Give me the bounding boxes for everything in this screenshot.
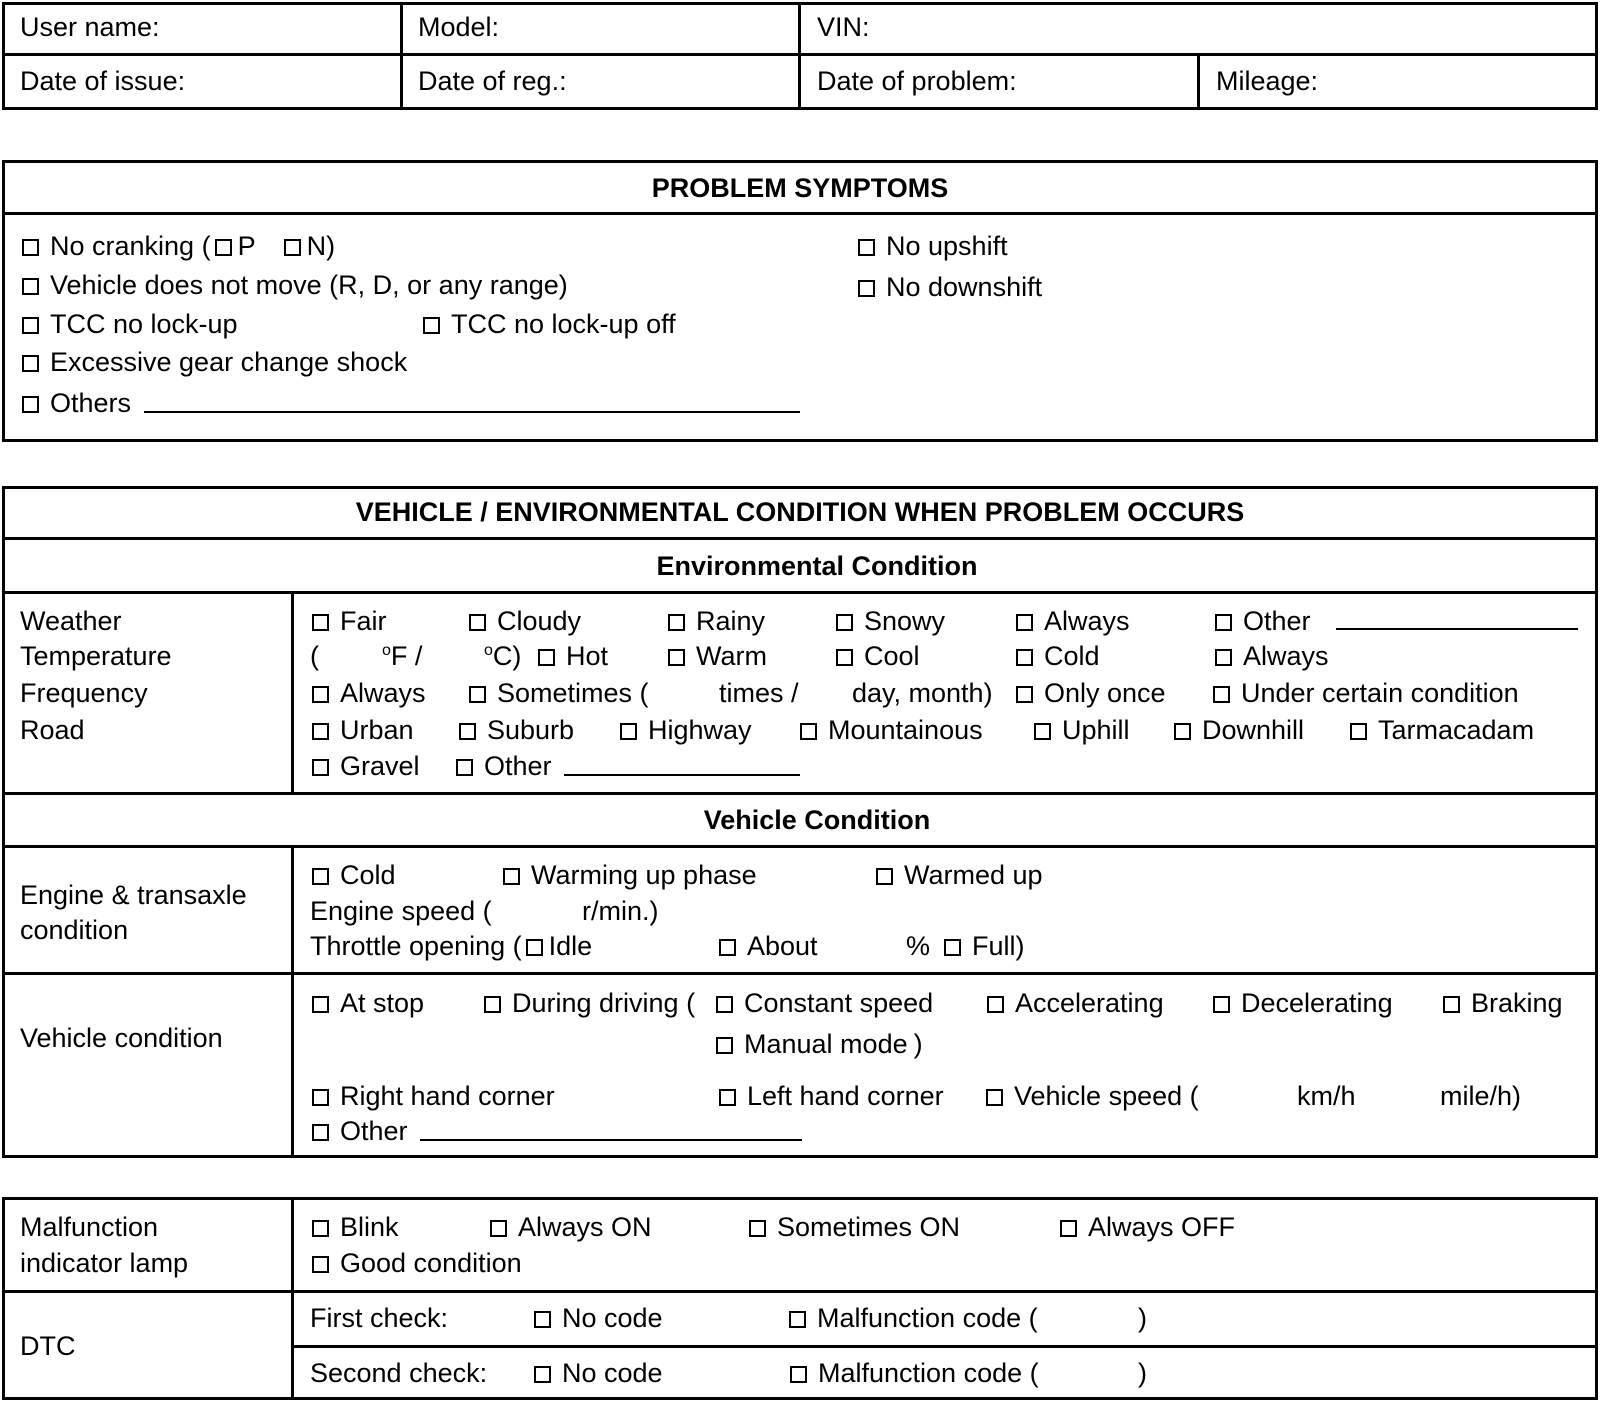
during-driving-label: During driving ( — [512, 988, 696, 1018]
vehicle-condition-title: Vehicle Condition — [703, 805, 931, 835]
weather-always — [1016, 608, 1130, 635]
throttle-full — [944, 933, 1025, 960]
close-paren: ) — [913, 1029, 923, 1059]
divider — [2, 972, 1598, 975]
freq-day-month: day, month) — [852, 678, 993, 708]
f-label: F / — [390, 641, 423, 671]
checkbox[interactable] — [215, 239, 232, 256]
cold-label: Cold — [340, 860, 396, 890]
throttle-about — [719, 933, 818, 960]
road-urban — [312, 717, 414, 744]
checkbox[interactable] — [986, 1089, 1003, 1106]
p-label: P — [237, 231, 256, 261]
temp-cold — [1016, 643, 1100, 670]
checkbox[interactable] — [620, 723, 637, 740]
checkbox[interactable] — [22, 278, 39, 295]
hot-label: Hot — [566, 641, 609, 671]
tcc-no-lockup-off-label: TCC no lock-up off — [451, 309, 676, 339]
vehicle-during-driving — [484, 990, 695, 1017]
divider — [291, 845, 294, 1158]
dtc-label: DTC — [20, 1331, 76, 1361]
weather-fair — [312, 608, 387, 635]
checkbox[interactable] — [534, 1311, 551, 1328]
engine-cold — [312, 862, 396, 889]
vehicle-condition-label: Vehicle condition — [20, 1023, 223, 1053]
malfunction-code-label: Malfunction code ( — [818, 1358, 1039, 1388]
checkbox[interactable] — [312, 868, 329, 885]
checkbox[interactable] — [719, 1089, 736, 1106]
vehicle-accelerating — [987, 990, 1164, 1017]
mil-always-off — [1060, 1214, 1235, 1241]
full-label: Full) — [972, 931, 1025, 961]
vehicle-manual — [716, 1031, 923, 1058]
sometimes-on-label: Sometimes ON — [777, 1212, 961, 1242]
dtc-first-malfunction — [789, 1305, 1038, 1332]
fair-label: Fair — [340, 606, 387, 636]
checkbox[interactable] — [312, 686, 329, 703]
constant-speed-label: Constant speed — [744, 988, 934, 1018]
checkbox[interactable] — [312, 1220, 329, 1237]
checkbox[interactable] — [1215, 649, 1232, 666]
n-label: N) — [306, 231, 336, 261]
symptom-no-upshift — [858, 233, 1008, 260]
braking-label: Braking — [1471, 988, 1563, 1018]
warm-label: Warm — [696, 641, 767, 671]
checkbox[interactable] — [312, 996, 329, 1013]
checkbox[interactable] — [484, 996, 501, 1013]
checkbox[interactable] — [538, 649, 555, 666]
mil-blink — [312, 1214, 399, 1241]
date-of-issue-label: Date of issue: — [20, 66, 186, 96]
divider — [291, 591, 294, 793]
condition-title: VEHICLE / ENVIRONMENTAL CONDITION WHEN PROBLEM OCCURS — [355, 497, 1245, 527]
engine-rpm-label: r/min.) — [582, 896, 659, 926]
checkbox[interactable] — [312, 614, 329, 631]
highway-label: Highway — [648, 715, 752, 745]
only-once-label: Only once — [1044, 678, 1166, 708]
about-label: About — [747, 931, 818, 961]
engine-label-line1: Engine & transaxle — [20, 880, 247, 910]
degree-symbol: o — [382, 642, 391, 659]
always-off-label: Always OFF — [1088, 1212, 1236, 1242]
road-mountainous — [800, 717, 983, 744]
under-condition-label: Under certain condition — [1241, 678, 1519, 708]
checkbox[interactable] — [22, 355, 39, 372]
accelerating-label: Accelerating — [1015, 988, 1164, 1018]
good-condition-label: Good condition — [340, 1248, 522, 1278]
other-label: Other — [340, 1116, 408, 1146]
vehicle-not-move-label: Vehicle does not move (R, D, or any range) — [50, 270, 568, 300]
mountainous-label: Mountainous — [828, 715, 983, 745]
mil-sometimes-on — [749, 1214, 960, 1241]
mil-always-on — [490, 1214, 652, 1241]
throttle-opening-label: Throttle opening ( — [310, 931, 522, 961]
checkbox[interactable] — [836, 614, 853, 631]
checkbox[interactable] — [312, 1256, 329, 1273]
symptom-excessive-shock — [22, 349, 407, 376]
other-label: Other — [1243, 606, 1311, 636]
checkbox[interactable] — [1213, 686, 1230, 703]
checkbox[interactable] — [490, 1220, 507, 1237]
checkbox[interactable] — [858, 280, 875, 297]
temp-open-paren: ( — [310, 641, 319, 671]
dtc-first-check: First check: — [310, 1303, 449, 1333]
mil-good — [312, 1250, 522, 1277]
vehicle-kmh: km/h — [1297, 1081, 1356, 1111]
temperature-label: Temperature — [20, 641, 172, 671]
others-label: Others — [50, 388, 132, 418]
right-corner-label: Right hand corner — [340, 1081, 555, 1111]
freq-under-condition — [1213, 680, 1519, 707]
checkbox[interactable] — [668, 614, 685, 631]
checkbox[interactable] — [749, 1220, 766, 1237]
dtc-second-check: Second check: — [310, 1358, 488, 1388]
engine-label-line2: condition — [20, 915, 129, 945]
dtc-first-close: ) — [1138, 1303, 1147, 1333]
road-downhill — [1174, 717, 1304, 744]
tcc-no-lockup-label: TCC no lock-up — [50, 309, 238, 339]
temp-cool — [836, 643, 920, 670]
at-stop-label: At stop — [340, 988, 425, 1018]
checkbox[interactable] — [1034, 723, 1051, 740]
always-label: Always — [1044, 606, 1130, 636]
checkbox[interactable] — [668, 649, 685, 666]
temp-always — [1215, 643, 1329, 670]
cold-label: Cold — [1044, 641, 1100, 671]
vehicle-right-corner — [312, 1083, 555, 1110]
vehicle-constant — [716, 990, 933, 1017]
mil-label-line1: Malfunction — [20, 1212, 159, 1242]
road-highway — [620, 717, 752, 744]
weather-label: Weather — [20, 606, 122, 636]
weather-other — [1215, 608, 1311, 635]
snowy-label: Snowy — [864, 606, 946, 636]
checkbox[interactable] — [22, 396, 39, 413]
always-label: Always — [1243, 641, 1329, 671]
vehicle-left-corner — [719, 1083, 944, 1110]
checkbox[interactable] — [312, 1124, 329, 1141]
divider — [400, 2, 403, 110]
checkbox[interactable] — [1215, 614, 1232, 631]
checkbox[interactable] — [503, 868, 520, 885]
freq-always — [312, 680, 426, 707]
vehicle-braking — [1443, 990, 1563, 1017]
checkbox[interactable] — [1213, 996, 1230, 1013]
tarmacadam-label: Tarmacadam — [1378, 715, 1535, 745]
dtc-second-no-code — [534, 1360, 663, 1387]
symptom-others — [22, 390, 131, 417]
road-uphill — [1034, 717, 1130, 744]
mileage-label: Mileage: — [1216, 66, 1319, 96]
road-other — [456, 753, 552, 780]
mil-label-line2: indicator lamp — [20, 1248, 189, 1278]
cloudy-label: Cloudy — [497, 606, 582, 636]
throttle-label — [310, 933, 592, 960]
checkbox[interactable] — [312, 1089, 329, 1106]
others-write-line[interactable] — [144, 411, 800, 413]
weather-cloudy — [469, 608, 581, 635]
divider — [291, 1197, 294, 1400]
road-label: Road — [20, 715, 85, 745]
always-on-label: Always ON — [518, 1212, 652, 1242]
dtc-second-malfunction — [790, 1360, 1039, 1387]
symptom-vehicle-not-move — [22, 272, 568, 299]
engine-warmed — [876, 862, 1043, 889]
degree-symbol: o — [484, 642, 493, 659]
dtc-second-close: ) — [1138, 1358, 1147, 1388]
c-label: C) — [492, 641, 522, 671]
weather-other-write-line[interactable] — [1336, 628, 1578, 630]
checkbox[interactable] — [800, 723, 817, 740]
road-tarmacadam — [1350, 717, 1534, 744]
freq-sometimes — [469, 680, 649, 707]
checkbox[interactable] — [858, 239, 875, 256]
uphill-label: Uphill — [1062, 715, 1130, 745]
malfunction-code-label: Malfunction code ( — [817, 1303, 1038, 1333]
model-label: Model: — [418, 12, 500, 42]
gravel-label: Gravel — [340, 751, 420, 781]
vehicle-other — [312, 1118, 408, 1145]
always-label: Always — [340, 678, 426, 708]
temp-celsius — [484, 643, 521, 670]
checkbox[interactable] — [312, 723, 329, 740]
no-upshift-label: No upshift — [886, 231, 1008, 261]
checkbox[interactable] — [284, 239, 301, 256]
divider — [798, 2, 801, 110]
vehicle-speed — [986, 1083, 1199, 1110]
vehicle-at-stop — [312, 990, 424, 1017]
temp-fahrenheit — [382, 643, 422, 670]
checkbox[interactable] — [469, 686, 486, 703]
checkbox[interactable] — [1016, 614, 1033, 631]
left-corner-label: Left hand corner — [747, 1081, 944, 1111]
checkbox[interactable] — [876, 868, 893, 885]
divider — [2, 537, 1598, 540]
checkbox[interactable] — [1016, 649, 1033, 666]
throttle-percent: % — [906, 931, 931, 961]
checkbox[interactable] — [789, 1311, 806, 1328]
freq-times: times / — [719, 678, 799, 708]
symptom-no-cranking — [22, 233, 335, 260]
divider — [2, 845, 1598, 848]
date-of-problem-label: Date of problem: — [817, 66, 1017, 96]
warmed-label: Warmed up — [904, 860, 1043, 890]
road-suburb — [459, 717, 574, 744]
vehicle-decelerating — [1213, 990, 1393, 1017]
no-code-label: No code — [562, 1303, 663, 1333]
no-cranking-label: No cranking ( — [50, 231, 211, 261]
engine-warming — [503, 862, 757, 889]
checkbox[interactable] — [22, 317, 39, 334]
checkbox[interactable] — [1350, 723, 1367, 740]
divider — [2, 212, 1598, 215]
checkbox[interactable] — [22, 239, 39, 256]
checkbox[interactable] — [534, 1366, 551, 1383]
date-of-reg-label: Date of reg.: — [418, 66, 567, 96]
checkbox[interactable] — [716, 1037, 733, 1054]
checkbox[interactable] — [526, 939, 543, 956]
idle-label: Idle — [548, 931, 593, 961]
checkbox[interactable] — [1060, 1220, 1077, 1237]
downhill-label: Downhill — [1202, 715, 1305, 745]
divider — [291, 1345, 1598, 1348]
urban-label: Urban — [340, 715, 414, 745]
symptom-tcc-no-lockup — [22, 311, 238, 338]
warming-label: Warming up phase — [531, 860, 757, 890]
other-label: Other — [484, 751, 552, 781]
temp-hot — [538, 643, 608, 670]
rainy-label: Rainy — [696, 606, 766, 636]
vin-label: VIN: — [817, 12, 870, 42]
divider — [2, 1290, 1598, 1293]
checkbox[interactable] — [456, 759, 473, 776]
sometimes-label: Sometimes ( — [497, 678, 649, 708]
road-gravel — [312, 753, 420, 780]
symptom-tcc-no-lockup-off — [423, 311, 676, 338]
vehicle-mileh: mile/h) — [1440, 1081, 1522, 1111]
dtc-first-no-code — [534, 1305, 663, 1332]
no-code-label: No code — [562, 1358, 663, 1388]
vehicle-speed-label: Vehicle speed ( — [1014, 1081, 1199, 1111]
checkbox[interactable] — [790, 1366, 807, 1383]
checkbox[interactable] — [716, 996, 733, 1013]
checkbox[interactable] — [1016, 686, 1033, 703]
weather-snowy — [836, 608, 945, 635]
checkbox[interactable] — [312, 759, 329, 776]
symptom-no-downshift — [858, 274, 1042, 301]
frequency-label: Frequency — [20, 678, 148, 708]
cool-label: Cool — [864, 641, 920, 671]
freq-only-once — [1016, 680, 1166, 707]
checkbox[interactable] — [944, 939, 961, 956]
engine-speed-label: Engine speed ( — [310, 896, 492, 926]
manual-mode-label: Manual mode — [744, 1029, 908, 1059]
suburb-label: Suburb — [487, 715, 575, 745]
checkbox[interactable] — [836, 649, 853, 666]
weather-rainy — [668, 608, 765, 635]
divider — [2, 792, 1598, 795]
divider — [1197, 53, 1200, 110]
checkbox[interactable] — [469, 614, 486, 631]
checkbox[interactable] — [1443, 996, 1460, 1013]
checkbox[interactable] — [987, 996, 1004, 1013]
checkbox[interactable] — [719, 939, 736, 956]
checkbox[interactable] — [1174, 723, 1191, 740]
excessive-shock-label: Excessive gear change shock — [50, 347, 408, 377]
vehicle-other-write-line[interactable] — [420, 1139, 802, 1141]
divider — [2, 591, 1598, 594]
checkbox[interactable] — [459, 723, 476, 740]
problem-symptoms-title: PROBLEM SYMPTOMS — [651, 173, 949, 203]
checkbox[interactable] — [423, 317, 440, 334]
temp-warm — [668, 643, 767, 670]
road-other-write-line[interactable] — [564, 774, 800, 776]
decelerating-label: Decelerating — [1241, 988, 1393, 1018]
user-name-label: User name: — [20, 12, 160, 42]
blink-label: Blink — [340, 1212, 399, 1242]
no-downshift-label: No downshift — [886, 272, 1043, 302]
environmental-condition-title: Environmental Condition — [656, 551, 978, 581]
